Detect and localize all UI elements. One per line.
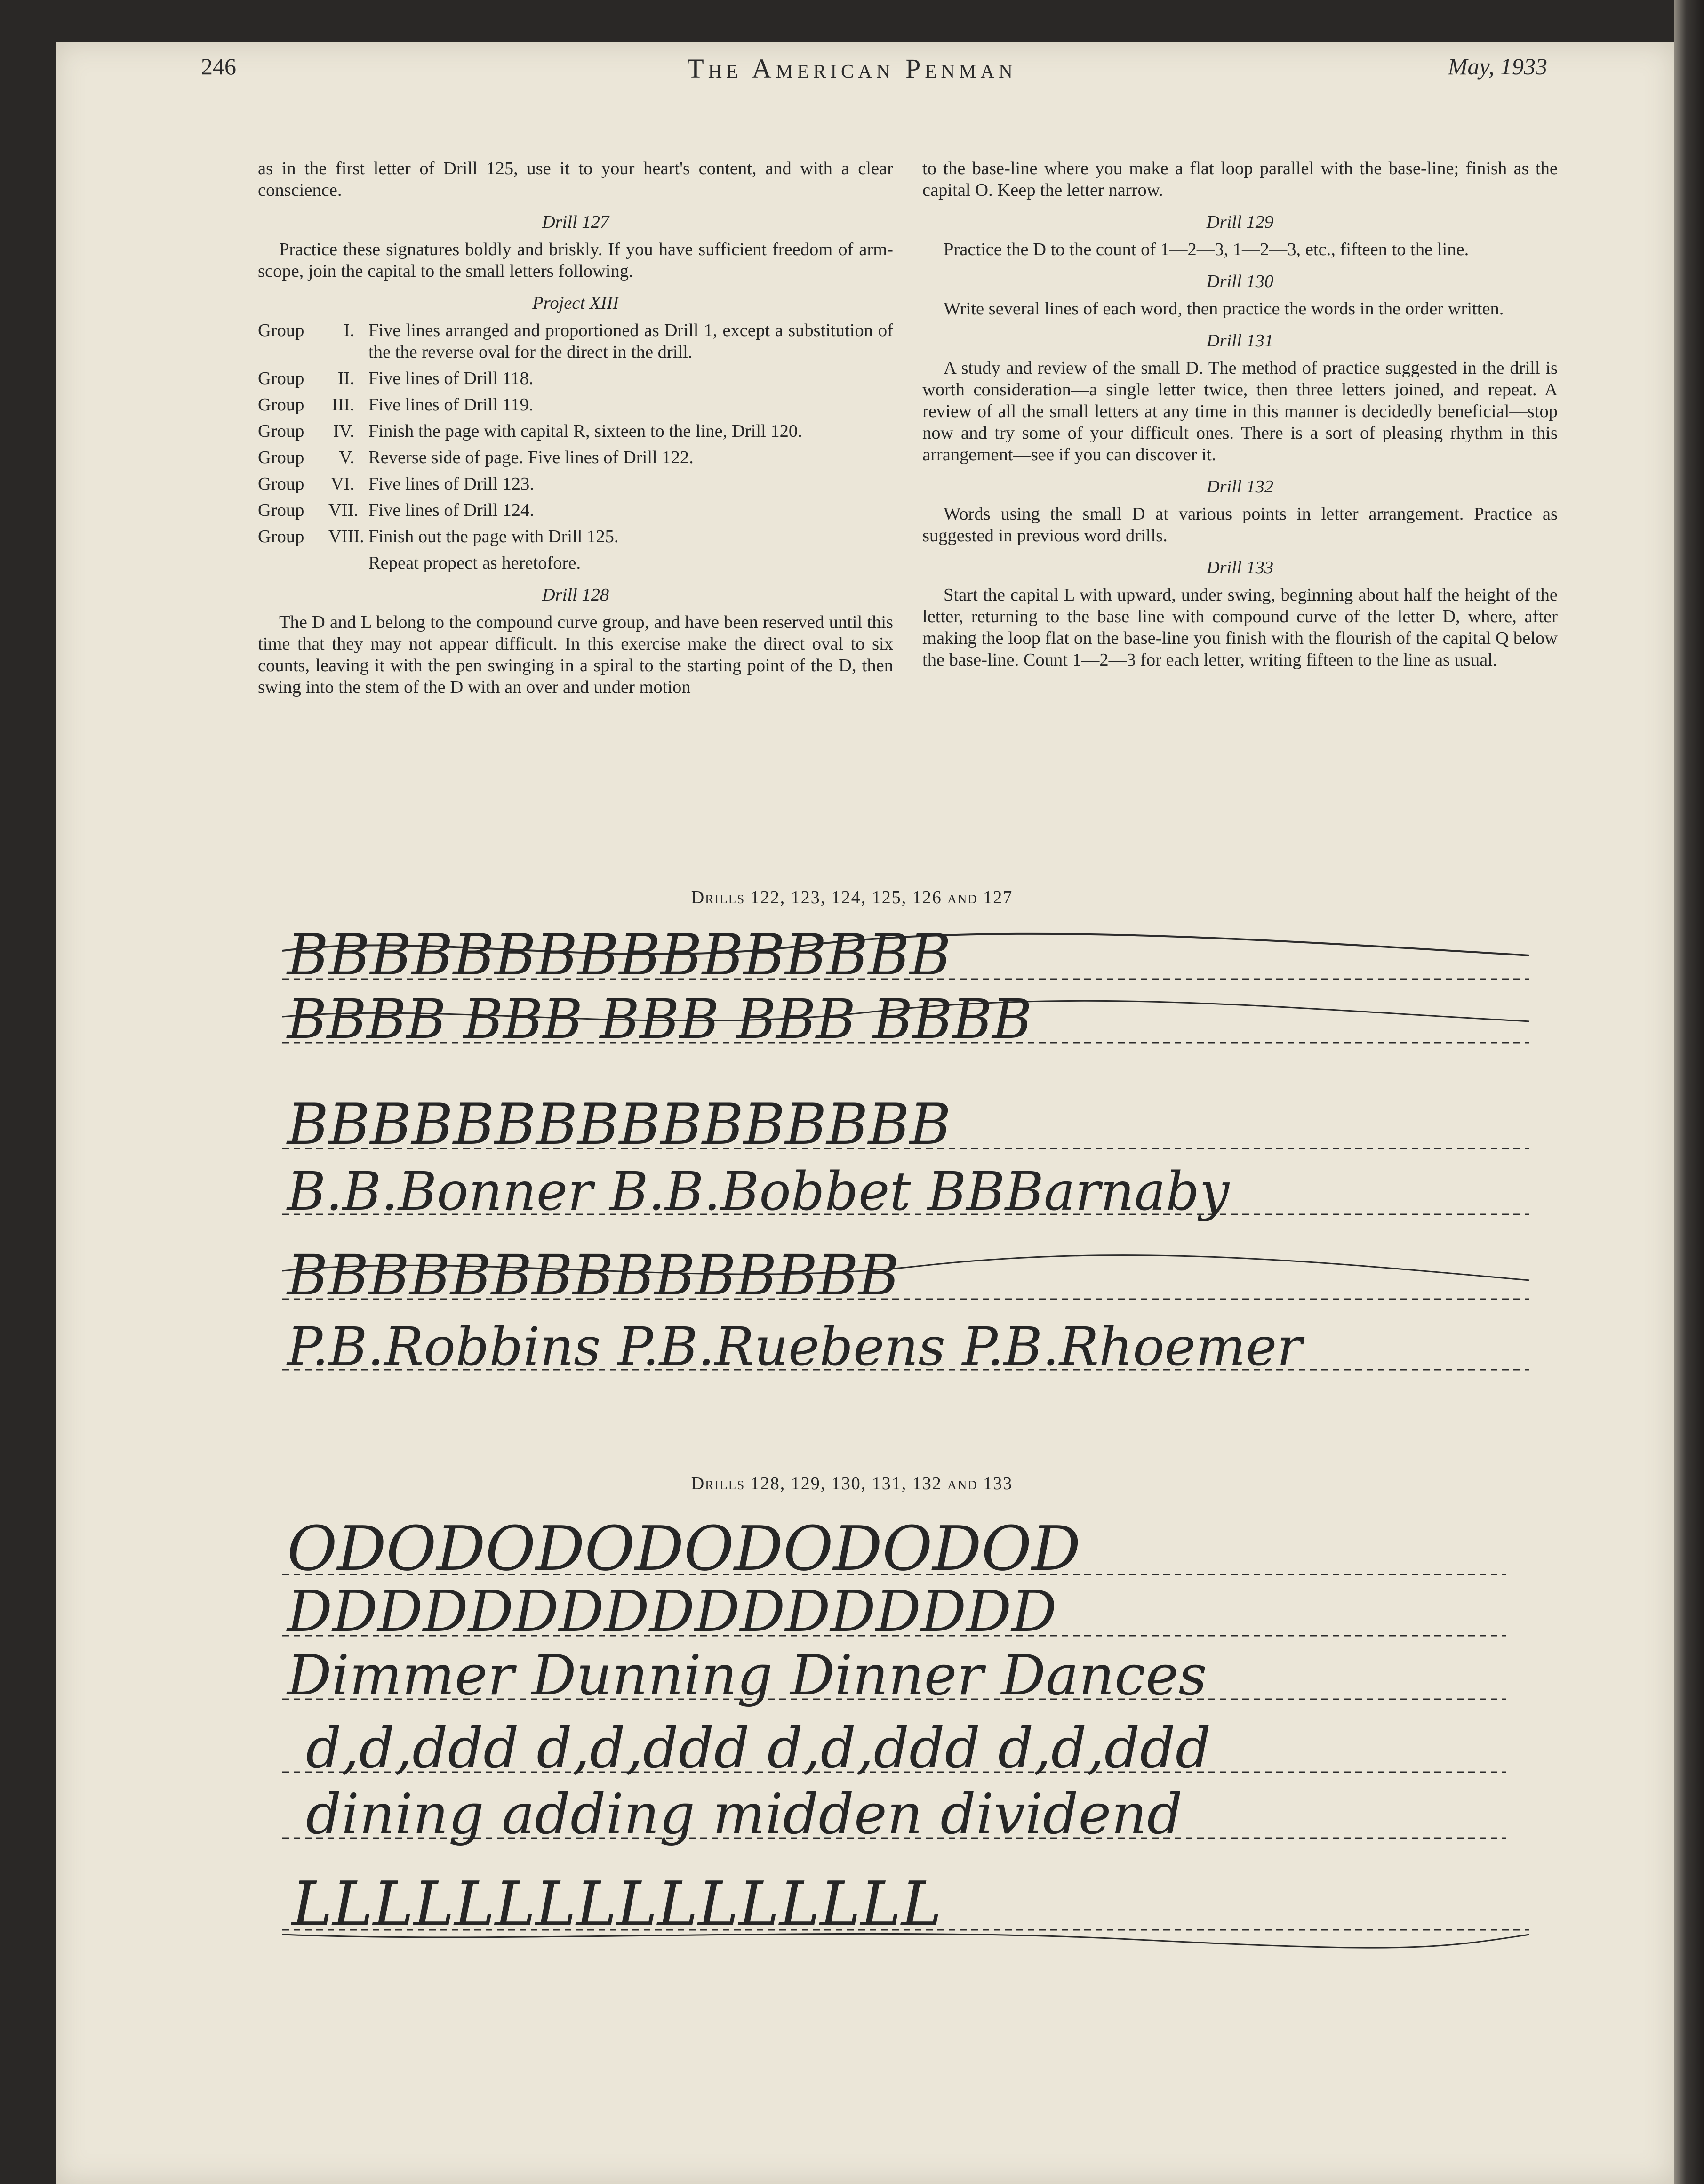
drill-131-heading: Drill 131: [1206, 331, 1274, 351]
group-label: Group: [258, 448, 304, 467]
script-row: BBBBBBBBBBBBBBBB: [287, 1092, 951, 1157]
script-row: d,d,ddd d,d,ddd d,d,ddd d,d,ddd: [306, 1716, 1211, 1781]
group-description: Repeat propect as heretofore.: [368, 553, 581, 573]
group-number: [328, 552, 368, 574]
paragraph-continued: to the base-line where you make a flat loop parallel with the base-line; finish as the capital O. Keep the letter narrow.: [922, 159, 1558, 200]
group-item: [258, 473, 893, 495]
group-number: VII.: [328, 500, 359, 520]
group-description: Finish the page with capital R, sixteen to the line, Drill 120.: [368, 421, 802, 441]
script-row: DDDDDDDDDDDDDDDDD: [287, 1579, 1057, 1645]
group-number: I.: [344, 321, 354, 340]
book-spine: [1674, 0, 1704, 2184]
group-list: [258, 320, 893, 574]
drill-128-heading: Drill 128: [542, 585, 609, 605]
running-title: The American Penman: [687, 53, 1017, 84]
drill-132-heading: Drill 132: [1206, 477, 1274, 497]
drill-130-heading: Drill 130: [1206, 272, 1274, 291]
issue-date: May, 1933: [1448, 53, 1547, 80]
group-item: [258, 320, 893, 363]
group-description: Five lines of Drill 123.: [368, 474, 534, 494]
drill-130-text: Write several lines of each word, then practice the words in the order written.: [944, 299, 1504, 319]
group-label: Group: [258, 369, 304, 388]
script-row: B.B.Bonner B.B.Bobbet BBBarnaby: [287, 1161, 1230, 1222]
drill-131-text: A study and review of the small D. The method of practice suggested in the drill is worth consideration—a single letter twice, then three letters joined, and repeat. A review of all the small letters at any time in this manner is decidedly beneficial—stop now and try some of your difficult ones. There is a sort of pleasing rhythm in this arrangement—see if you can discover it.: [922, 358, 1558, 465]
group-item: [258, 394, 893, 416]
group-number: V.: [339, 448, 354, 467]
group-description: Five lines of Drill 119.: [368, 395, 534, 415]
group-description: Five lines of Drill 118.: [368, 369, 534, 388]
drill-133-text: Start the capital L with upward, under swing, beginning about half the height of the letter, returning to the base line with compound curve of the letter D, where, after making the loop flat on the base-line you finish with the flourish of the capital Q below the base-line. Count 1—2—3 for each letter, writing fifteen to the line as usual.: [922, 585, 1558, 670]
group-number: VI.: [330, 474, 354, 494]
group-item: [258, 499, 893, 521]
script-row: BBBBBBBBBBBBBBB: [287, 1243, 899, 1308]
script-row: dining adding midden dividend: [306, 1782, 1183, 1847]
group-label: Group: [258, 421, 304, 441]
script-row: Dimmer Dunning Dinner Dances: [287, 1643, 1207, 1708]
drill-128-text: The D and L belong to the compound curve group, and have been reserved until this time that they may not appear difficult. In this exercise make the direct oval to six counts, leaving it with the pen swinging in a spiral to the starting point of the D, then swing into the stem of the D with an over and under motion: [258, 612, 893, 697]
page-number: 246: [201, 53, 236, 80]
left-column: [258, 158, 893, 702]
group-item: [258, 552, 893, 574]
script-row: BBBB BBB BBB BBB BBBB: [287, 988, 1032, 1051]
group-item: [258, 368, 893, 389]
drill-129-heading: Drill 129: [1206, 212, 1274, 232]
group-description: Five lines arranged and proportioned as Drill 1, except a substitution of the the reverse oval for the direct in the drill.: [368, 321, 893, 362]
project-heading: Project XIII: [532, 293, 619, 313]
group-label: Group: [258, 527, 304, 546]
group-number: III.: [331, 395, 354, 415]
plate-2-caption: Drills 128, 129, 130, 131, 132 and 133: [691, 1474, 1013, 1493]
script-row: ODODODODODODODOD: [287, 1513, 1081, 1584]
group-label: Group: [258, 500, 304, 520]
drill-132-text: Words using the small D at various points in letter arrangement. Practice as suggested in previous word drills.: [922, 504, 1558, 546]
group-label: Group: [258, 395, 304, 415]
group-item: [258, 420, 893, 442]
plate-1-caption: Drills 122, 123, 124, 125, 126 and 127: [691, 888, 1013, 907]
drill-133-heading: Drill 133: [1206, 558, 1274, 578]
script-row: LLLLLLLLLLLLLLLL: [292, 1868, 942, 1940]
group-number: VIII.: [328, 527, 364, 546]
script-row: P.B.Robbins P.B.Ruebens P.B.Rhoemer: [287, 1317, 1302, 1378]
group-label: Group: [258, 321, 304, 340]
group-description: Five lines of Drill 124.: [368, 500, 534, 520]
group-label: [258, 552, 328, 574]
group-item: [258, 447, 893, 468]
script-row: BBBBBBBBBBBBBBBB: [287, 923, 951, 988]
drill-129-text: Practice the D to the count of 1—2—3, 1—2—3, etc., fifteen to the line.: [944, 240, 1469, 259]
group-description: Reverse side of page. Five lines of Drill 122.: [368, 448, 694, 467]
right-column: [922, 158, 1558, 674]
group-number: IV.: [333, 421, 354, 441]
paragraph-continued: as in the first letter of Drill 125, use it to your heart's content, and with a clear conscience.: [258, 159, 893, 200]
drill-127-text: Practice these signatures boldly and briskly. If you have sufficient freedom of arm-scope, join the capital to the small letters following.: [258, 240, 893, 281]
drill-127-heading: Drill 127: [542, 212, 609, 232]
group-number: II.: [337, 369, 354, 388]
group-item: [258, 526, 893, 547]
group-description: Finish out the page with Drill 125.: [368, 527, 619, 546]
group-label: Group: [258, 474, 304, 494]
